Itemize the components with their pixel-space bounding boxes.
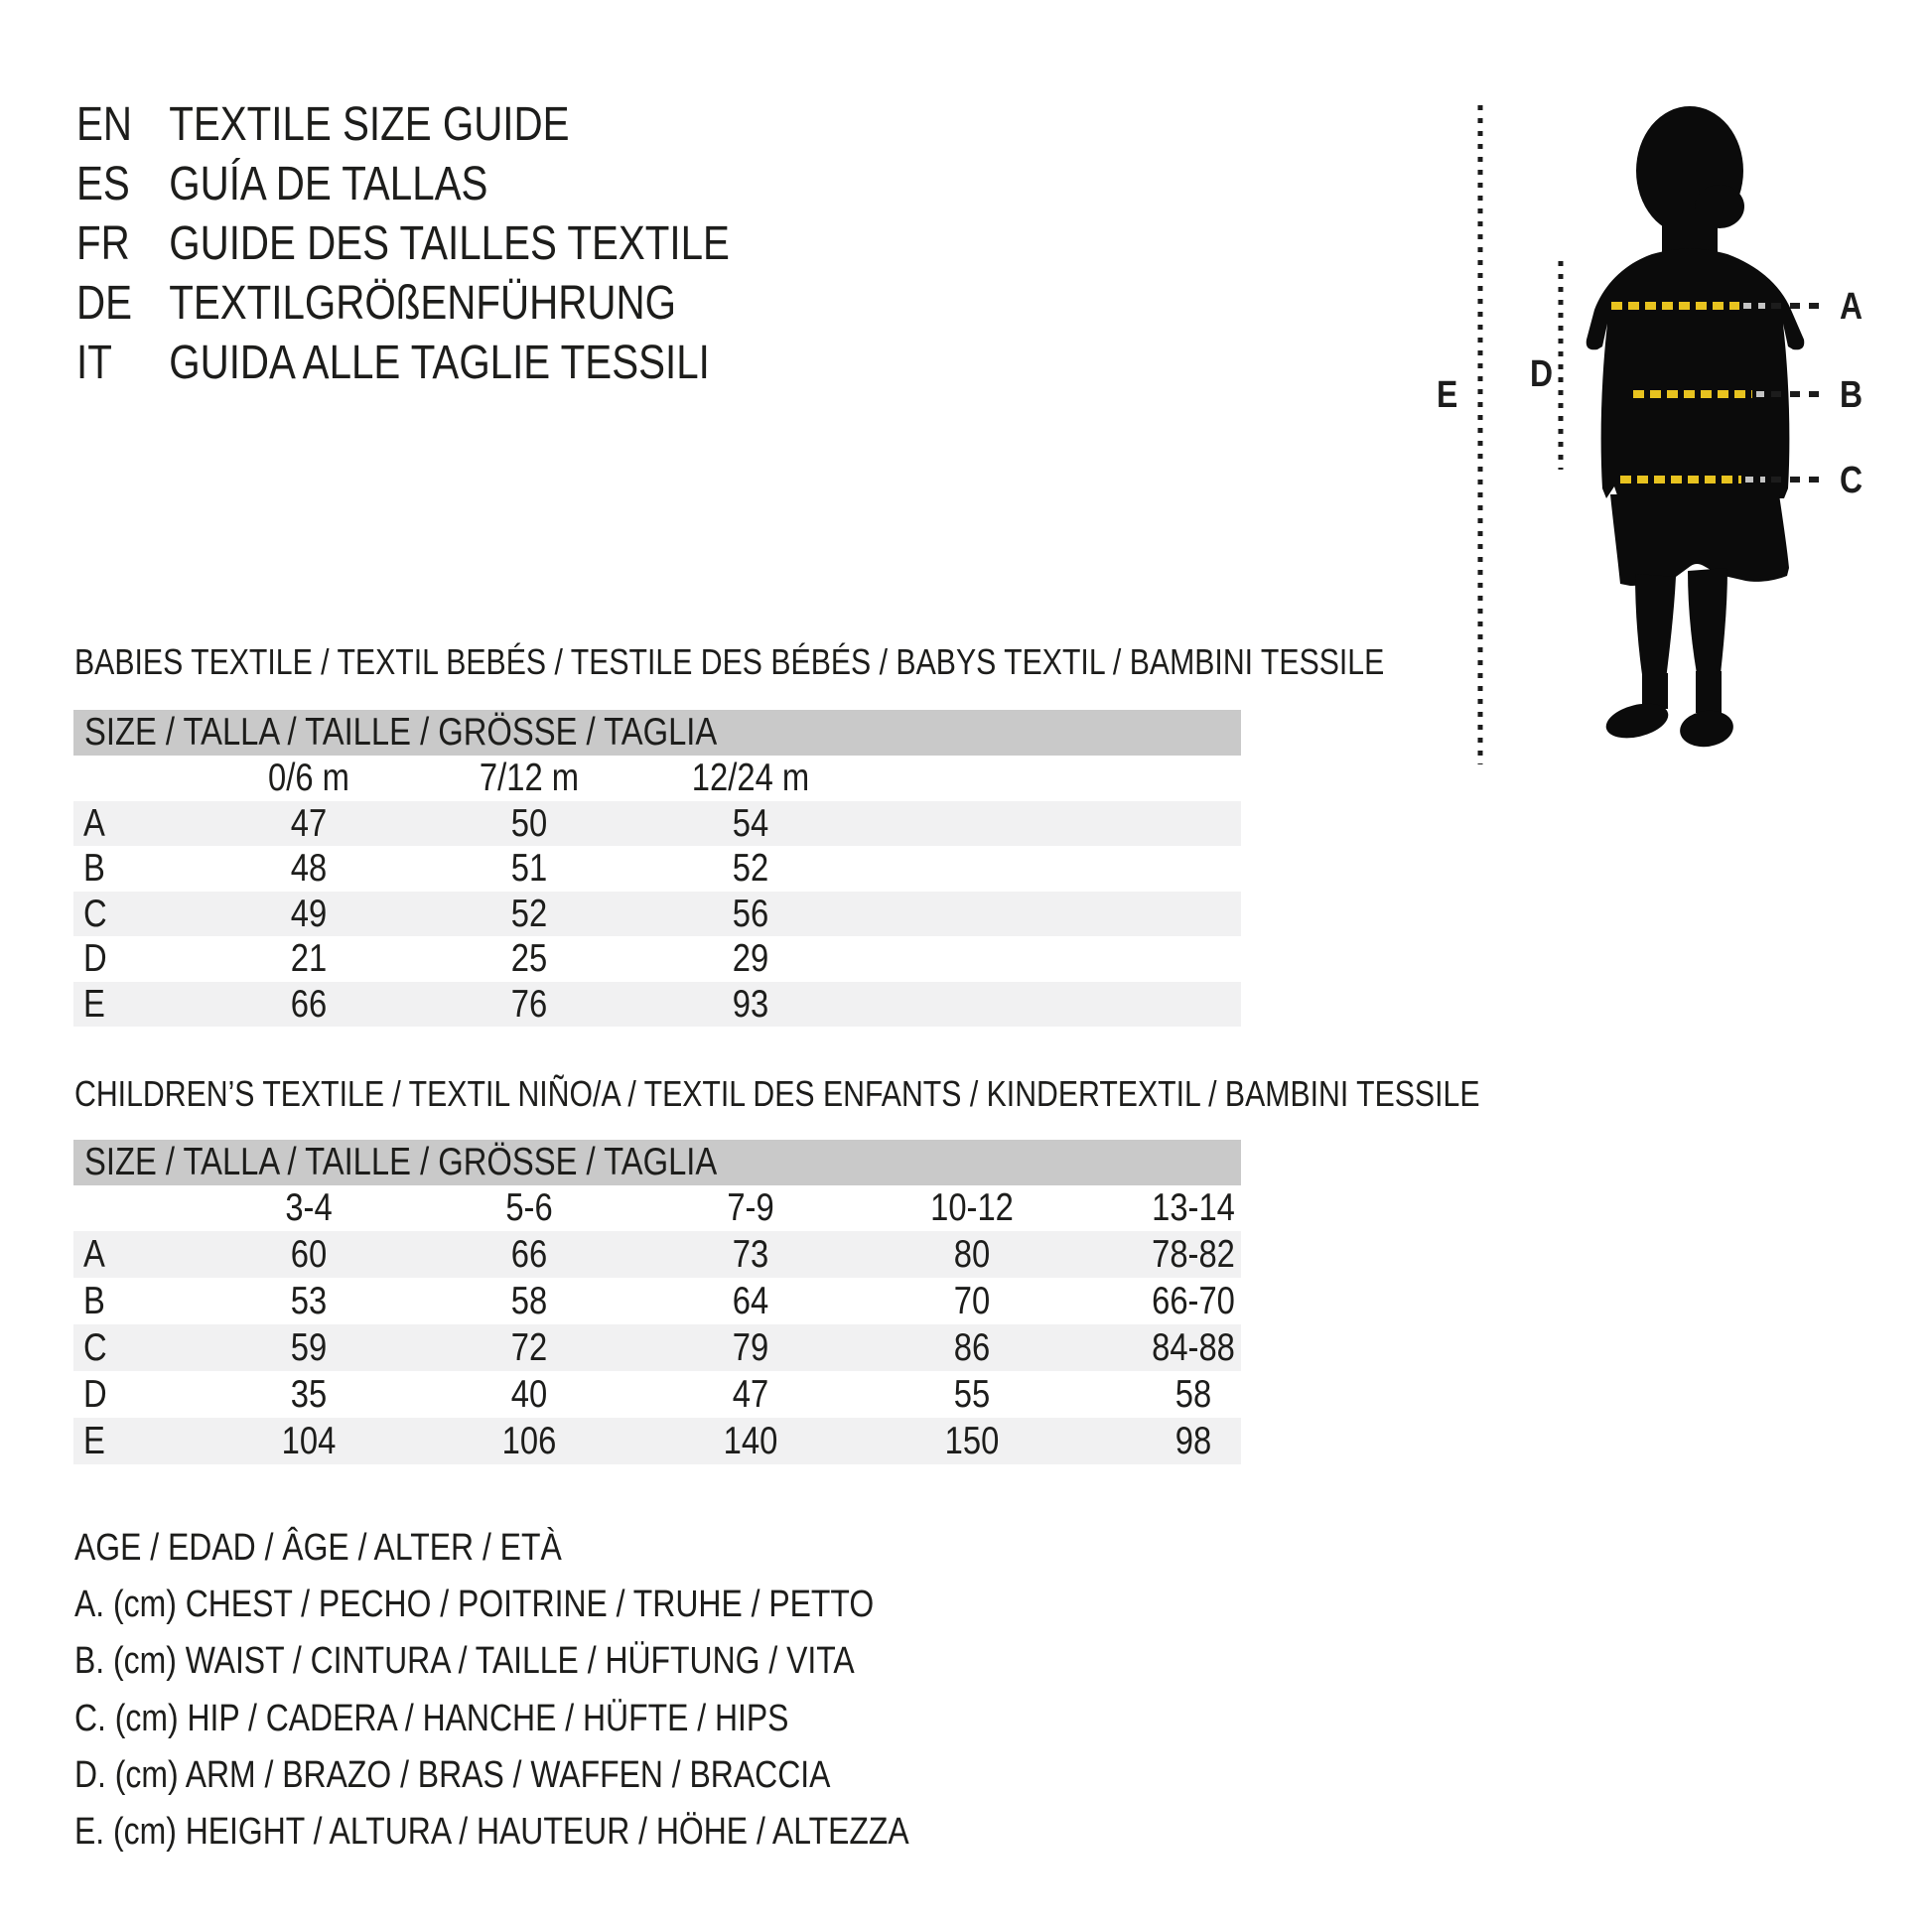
silhouette-right-leg bbox=[1688, 568, 1727, 685]
table-row-a bbox=[73, 801, 1241, 846]
table-cell: 140 bbox=[723, 1420, 778, 1462]
babies-size-header-bar: SIZE / TALLA / TAILLE / GRÖSSE / TAGLIA bbox=[73, 710, 1241, 756]
table-cell: 25 bbox=[510, 937, 548, 980]
row-label: D bbox=[83, 937, 107, 980]
table-cell: 47 bbox=[732, 1373, 769, 1416]
table-row-e bbox=[73, 1418, 1241, 1464]
table-cell: 53 bbox=[290, 1280, 328, 1322]
legend-line-waist: B. (cm) WAIST / CINTURA / TAILLE / HÜFTUNG / VITA bbox=[74, 1640, 855, 1682]
silhouette-shirt bbox=[1587, 249, 1805, 499]
table-cell: 60 bbox=[290, 1233, 328, 1276]
table-cell: 64 bbox=[732, 1280, 769, 1322]
language-code: EN bbox=[76, 98, 133, 151]
language-code: ES bbox=[76, 158, 130, 210]
table-cell: 29 bbox=[732, 937, 769, 980]
table-row-a bbox=[73, 1231, 1241, 1278]
table-cell: 52 bbox=[510, 893, 548, 935]
table-cell: 35 bbox=[290, 1373, 328, 1416]
row-label: B bbox=[83, 1280, 105, 1322]
table-cell: 52 bbox=[732, 847, 769, 890]
table-cell: 59 bbox=[290, 1326, 328, 1369]
table-row-d bbox=[73, 936, 1241, 982]
language-title: TEXTILGRÖßENFÜHRUNG bbox=[169, 277, 676, 330]
table-cell: 78-82 bbox=[1152, 1233, 1235, 1276]
column-header: 5-6 bbox=[505, 1186, 553, 1229]
language-code: DE bbox=[76, 277, 133, 330]
language-row-en bbox=[76, 95, 663, 155]
children-section-title: CHILDREN’S TEXTILE / TEXTIL NIÑO/A / TEXTIL DES ENFANTS / KINDERTEXTIL / BAMBINI TESSILE bbox=[74, 1073, 1480, 1114]
table-cell: 48 bbox=[290, 847, 328, 890]
table-cell: 106 bbox=[501, 1420, 557, 1462]
legend-line-chest: A. (cm) CHEST / PECHO / POITRINE / TRUHE / PETTO bbox=[74, 1584, 875, 1625]
row-label: A bbox=[83, 1233, 105, 1276]
table-cell: 86 bbox=[953, 1326, 991, 1369]
language-row-fr bbox=[76, 214, 854, 274]
language-row-it bbox=[76, 334, 830, 393]
language-row-es bbox=[76, 155, 566, 214]
language-code: IT bbox=[76, 337, 112, 389]
figure-label-e: E bbox=[1437, 373, 1458, 416]
table-cell: 79 bbox=[732, 1326, 769, 1369]
table-cell: 98 bbox=[1174, 1420, 1212, 1462]
column-header: 13-14 bbox=[1152, 1186, 1235, 1229]
row-label: B bbox=[83, 847, 105, 890]
table-cell: 66 bbox=[510, 1233, 548, 1276]
table-cell: 93 bbox=[732, 983, 769, 1026]
table-row-c bbox=[73, 1324, 1241, 1371]
babies-column-header-row bbox=[73, 756, 1241, 801]
legend-line-arm: D. (cm) ARM / BRAZO / BRAS / WAFFEN / BRACCIA bbox=[74, 1754, 831, 1796]
table-cell: 56 bbox=[732, 893, 769, 935]
row-label: E bbox=[83, 1420, 105, 1462]
children-size-header-bar: SIZE / TALLA / TAILLE / GRÖSSE / TAGLIA bbox=[73, 1140, 1241, 1185]
figure-label-a: A bbox=[1840, 285, 1863, 328]
figure-label-d: D bbox=[1530, 352, 1554, 395]
column-header: 7-9 bbox=[727, 1186, 774, 1229]
table-cell: 51 bbox=[510, 847, 548, 890]
table-cell: 58 bbox=[1174, 1373, 1212, 1416]
column-header: 12/24 m bbox=[691, 757, 810, 799]
column-header: 10-12 bbox=[930, 1186, 1014, 1229]
table-cell: 76 bbox=[510, 983, 548, 1026]
silhouette-left-ankle bbox=[1642, 673, 1668, 709]
row-label: D bbox=[83, 1373, 107, 1416]
table-cell: 21 bbox=[290, 937, 328, 980]
figure-label-c: C bbox=[1840, 459, 1863, 501]
language-title: GUÍA DE TALLAS bbox=[169, 158, 488, 210]
table-cell: 66-70 bbox=[1152, 1280, 1235, 1322]
children-column-header-row bbox=[73, 1185, 1241, 1231]
table-cell: 72 bbox=[510, 1326, 548, 1369]
table-cell: 80 bbox=[953, 1233, 991, 1276]
language-code: FR bbox=[76, 217, 130, 270]
silhouette-left-leg bbox=[1635, 574, 1676, 688]
legend-line-hip: C. (cm) HIP / CADERA / HANCHE / HÜFTE / HIPS bbox=[74, 1698, 789, 1739]
table-cell: 84-88 bbox=[1152, 1326, 1235, 1369]
table-cell: 54 bbox=[732, 802, 769, 845]
table-cell: 47 bbox=[290, 802, 328, 845]
language-title: GUIDA ALLE TAGLIE TESSILI bbox=[169, 337, 710, 389]
babies-section-title: BABIES TEXTILE / TEXTIL BEBÉS / TESTILE DES BÉBÉS / BABYS TEXTIL / BAMBINI TESSILE bbox=[74, 641, 1385, 682]
figure-label-b: B bbox=[1840, 373, 1863, 416]
legend-line-height: E. (cm) HEIGHT / ALTURA / HAUTEUR / HÖHE / ALTEZZA bbox=[74, 1811, 909, 1853]
column-header: 0/6 m bbox=[268, 757, 349, 799]
language-row-de bbox=[76, 274, 790, 334]
language-title: TEXTILE SIZE GUIDE bbox=[169, 98, 570, 151]
table-row-d bbox=[73, 1371, 1241, 1418]
table-cell: 40 bbox=[510, 1373, 548, 1416]
table-cell: 49 bbox=[290, 893, 328, 935]
column-header: 3-4 bbox=[285, 1186, 333, 1229]
language-title: GUIDE DES TAILLES TEXTILE bbox=[169, 217, 730, 270]
row-label: E bbox=[83, 983, 105, 1026]
table-cell: 150 bbox=[944, 1420, 1000, 1462]
table-row-b bbox=[73, 1278, 1241, 1324]
row-label: C bbox=[83, 893, 107, 935]
silhouette-right-shoe bbox=[1678, 707, 1735, 750]
table-cell: 66 bbox=[290, 983, 328, 1026]
table-row-e bbox=[73, 982, 1241, 1027]
table-cell: 70 bbox=[953, 1280, 991, 1322]
row-label: A bbox=[83, 802, 105, 845]
table-cell: 55 bbox=[953, 1373, 991, 1416]
column-header: 7/12 m bbox=[479, 757, 580, 799]
row-label: C bbox=[83, 1326, 107, 1369]
table-row-b bbox=[73, 846, 1241, 892]
table-cell: 58 bbox=[510, 1280, 548, 1322]
table-cell: 104 bbox=[281, 1420, 337, 1462]
table-cell: 73 bbox=[732, 1233, 769, 1276]
legend-line-age: AGE / EDAD / ÂGE / ALTER / ETÀ bbox=[74, 1527, 562, 1569]
silhouette-right-ankle bbox=[1696, 671, 1722, 713]
table-row-c bbox=[73, 892, 1241, 936]
table-cell: 50 bbox=[510, 802, 548, 845]
